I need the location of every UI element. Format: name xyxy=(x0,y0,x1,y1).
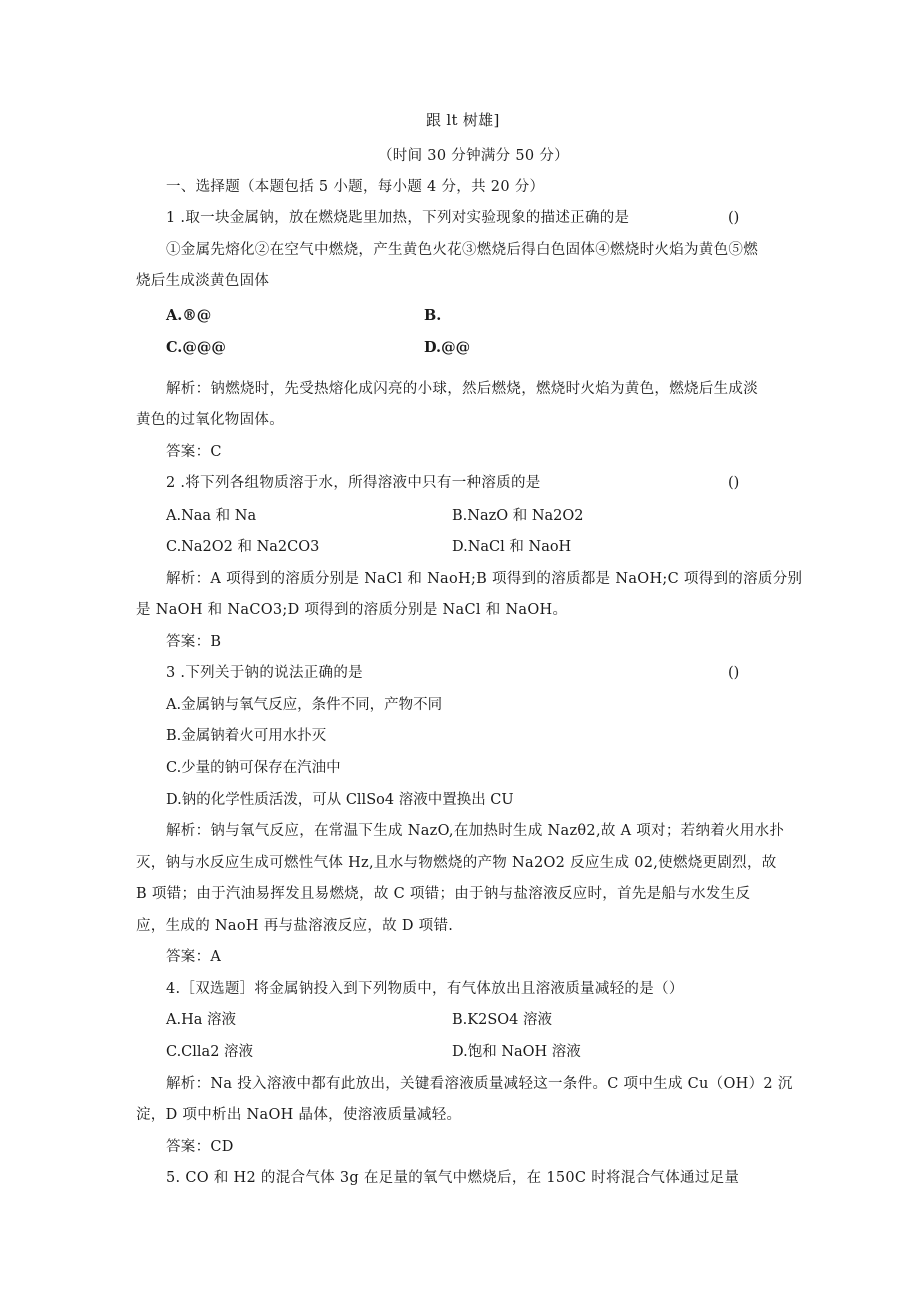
question-1-answer: 答案：C xyxy=(166,444,222,460)
question-1-analysis: 解析：钠燃烧时，先受热熔化成闪亮的小球，然后燃烧，燃烧时火焰为黄色，燃烧后生成淡 xyxy=(166,381,758,397)
question-3-option-d: D.钠的化学性质活泼，可从 CllSo4 溶液中置换出 CU xyxy=(166,792,514,808)
question-4-option-c: C.Clla2 溶液 xyxy=(166,1044,254,1060)
question-5-stem: 5. CO 和 H2 的混合气体 3g 在足量的氧气中燃烧后，在 150C 时将混合气体通过足量 xyxy=(166,1170,740,1186)
question-1-option-b: B. xyxy=(424,307,442,324)
question-3-answer: 答案：A xyxy=(166,949,222,965)
question-2-option-d: D.NaCl 和 NaoH xyxy=(452,539,572,555)
question-2-stem: 2 .将下列各组物质溶于水，所得溶液中只有一种溶质的是 xyxy=(166,475,541,491)
question-1-statements: ①金属先熔化②在空气中燃烧，产生黄色火花③燃烧后得白色固体④燃烧时火焰为黄色⑤燃 xyxy=(166,242,758,258)
question-1-stem: 1 .取一块金属钠，放在燃烧匙里加热，下列对实验现象的描述正确的是 xyxy=(166,210,630,226)
question-3-option-c: C.少量的钠可保存在汽油中 xyxy=(166,760,341,776)
question-1-option-a: A.®@ xyxy=(166,307,212,324)
question-2-option-a: A.Naa 和 Na xyxy=(166,508,257,524)
question-3-analysis-cont-3: 应，生成的 NaoH 再与盐溶液反应，故 D 项错. xyxy=(136,918,454,934)
question-3-analysis: 解析：钠与氧气反应，在常温下生成 NazO,在加热时生成 Nazθ2,故 A 项对；若纳着火用水扑 xyxy=(166,823,785,839)
question-1-option-d: D.@@ xyxy=(424,339,471,356)
question-1-analysis-cont: 黄色的过氧化物固体。 xyxy=(136,412,284,428)
question-2-answer-paren: () xyxy=(728,475,740,491)
question-2-answer: 答案：B xyxy=(166,634,222,650)
question-3-answer-paren: () xyxy=(728,665,740,681)
question-3-analysis-cont-1: 灭，钠与水反应生成可燃性气体 Hz,且水与物燃烧的产物 Na2O2 反应生成 02,使燃烧更剧烈，故 xyxy=(136,855,777,871)
question-4-option-b: B.K2SO4 溶液 xyxy=(452,1012,552,1028)
question-3-option-b: B.金属钠着火可用水扑灭 xyxy=(166,728,327,744)
question-4-analysis-cont: 淀，D 项中析出 NaOH 晶体，使溶液质量减轻。 xyxy=(136,1107,462,1123)
page-subtitle: （时间 30 分钟满分 50 分） xyxy=(378,148,569,164)
page-title: 跟 lt 树雄] xyxy=(426,111,500,129)
question-2-analysis-cont: 是 NaOH 和 NaCO3;D 项得到的溶质分别是 NaCl 和 NaOH。 xyxy=(136,602,568,618)
question-3-stem: 3 .下列关于钠的说法正确的是 xyxy=(166,665,363,681)
question-2-option-b: B.NazO 和 Na2O2 xyxy=(452,508,584,524)
question-4-answer: 答案：CD xyxy=(166,1139,234,1155)
question-3-option-a: A.金属钠与氧气反应，条件不同，产物不同 xyxy=(166,697,443,713)
question-2-option-c: C.Na2O2 和 Na2CO3 xyxy=(166,539,320,555)
question-1-statements-cont: 烧后生成淡黄色固体 xyxy=(136,273,270,289)
question-4-option-d: D.饱和 NaOH 溶液 xyxy=(452,1044,581,1060)
question-3-analysis-cont-2: B 项错；由于汽油易挥发且易燃烧，故 C 项错；由于钠与盐溶液反应时，首先是船与水发生反 xyxy=(136,886,751,902)
question-1-option-c: C.@@@ xyxy=(166,339,226,356)
section-heading: 一、选择题（本题包括 5 小题，每小题 4 分，共 20 分） xyxy=(166,179,545,195)
question-4-stem: 4.［双选题］将金属钠投入到下列物质中，有气体放出且溶液质量减轻的是（） xyxy=(166,981,684,997)
question-4-analysis: 解析：Na 投入溶液中都有此放出，关键看溶液质量减轻这一条件。C 项中生成 Cu（OH）2 沉 xyxy=(166,1076,793,1092)
question-1-answer-paren: () xyxy=(728,210,740,226)
question-4-option-a: A.Ha 溶液 xyxy=(166,1012,236,1028)
question-2-analysis: 解析：A 项得到的溶质分别是 NaCl 和 NaoH;B 项得到的溶质都是 NaOH;C 项得到的溶质分别 xyxy=(166,571,803,587)
